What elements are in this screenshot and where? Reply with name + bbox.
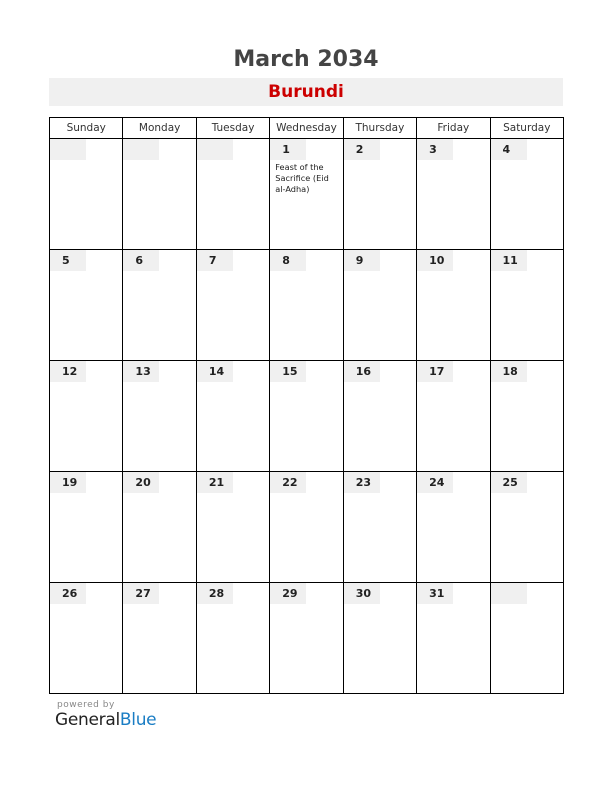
weekday-sunday: Sunday bbox=[50, 118, 123, 139]
day-number: 15 bbox=[270, 361, 306, 382]
day-number bbox=[123, 139, 159, 160]
day-cell bbox=[270, 250, 343, 361]
day-number: 10 bbox=[417, 250, 453, 271]
brand-blue: Blue bbox=[119, 710, 157, 730]
day-number bbox=[491, 583, 527, 604]
day-cell bbox=[343, 139, 416, 250]
brand-logo bbox=[55, 710, 156, 730]
day-number: 6 bbox=[123, 250, 159, 271]
day-number: 4 bbox=[491, 139, 527, 160]
week-row bbox=[50, 472, 564, 583]
day-cell bbox=[490, 361, 563, 472]
day-number: 18 bbox=[491, 361, 527, 382]
day-number: 29 bbox=[270, 583, 306, 604]
day-cell bbox=[417, 139, 490, 250]
footer bbox=[55, 700, 156, 730]
holiday-event: Feast of the Sacrifice (Eid al-Adha) bbox=[275, 162, 329, 194]
day-cell bbox=[270, 472, 343, 583]
weekday-header-row bbox=[50, 118, 564, 139]
day-cell bbox=[123, 472, 196, 583]
day-cell bbox=[343, 361, 416, 472]
weekday-friday: Friday bbox=[417, 118, 490, 139]
day-cell bbox=[417, 583, 490, 694]
day-number bbox=[197, 139, 233, 160]
day-number: 7 bbox=[197, 250, 233, 271]
day-cell bbox=[196, 139, 269, 250]
week-row bbox=[50, 583, 564, 694]
page-title: March 2034 bbox=[233, 47, 379, 72]
week-row bbox=[50, 361, 564, 472]
day-cell bbox=[50, 250, 123, 361]
day-cell bbox=[196, 472, 269, 583]
day-cell bbox=[123, 250, 196, 361]
day-cell bbox=[490, 472, 563, 583]
day-number: 12 bbox=[50, 361, 86, 382]
day-cell bbox=[50, 583, 123, 694]
day-number: 31 bbox=[417, 583, 453, 604]
day-number: 17 bbox=[417, 361, 453, 382]
day-number: 8 bbox=[270, 250, 306, 271]
day-cell bbox=[270, 139, 343, 250]
day-cell bbox=[123, 361, 196, 472]
day-number: 14 bbox=[197, 361, 233, 382]
day-cell bbox=[50, 139, 123, 250]
day-number: 28 bbox=[197, 583, 233, 604]
day-number: 9 bbox=[344, 250, 380, 271]
day-number: 3 bbox=[417, 139, 453, 160]
weekday-monday: Monday bbox=[123, 118, 196, 139]
day-cell bbox=[417, 250, 490, 361]
day-number: 19 bbox=[50, 472, 86, 493]
weekday-thursday: Thursday bbox=[343, 118, 416, 139]
calendar-grid bbox=[49, 117, 564, 694]
day-cell bbox=[343, 472, 416, 583]
day-cell bbox=[417, 361, 490, 472]
day-cell bbox=[123, 139, 196, 250]
day-cell bbox=[343, 583, 416, 694]
day-number: 11 bbox=[491, 250, 527, 271]
day-number: 1 bbox=[270, 139, 306, 160]
day-cell bbox=[417, 472, 490, 583]
weekday-saturday: Saturday bbox=[490, 118, 563, 139]
day-number: 16 bbox=[344, 361, 380, 382]
day-cell bbox=[196, 250, 269, 361]
day-cell bbox=[50, 472, 123, 583]
day-cell bbox=[490, 250, 563, 361]
weekday-wednesday: Wednesday bbox=[270, 118, 343, 139]
day-cell bbox=[490, 583, 563, 694]
day-number: 21 bbox=[197, 472, 233, 493]
day-cell bbox=[50, 361, 123, 472]
day-cell bbox=[123, 583, 196, 694]
brand-general: General bbox=[55, 710, 120, 730]
day-number bbox=[50, 139, 86, 160]
day-number: 26 bbox=[50, 583, 86, 604]
day-number: 27 bbox=[123, 583, 159, 604]
day-cell bbox=[490, 139, 563, 250]
powered-by-text: powered by bbox=[57, 700, 115, 710]
day-number: 5 bbox=[50, 250, 86, 271]
day-cell bbox=[196, 583, 269, 694]
day-number: 22 bbox=[270, 472, 306, 493]
day-number: 24 bbox=[417, 472, 453, 493]
day-number: 23 bbox=[344, 472, 380, 493]
day-number: 20 bbox=[123, 472, 159, 493]
day-number: 25 bbox=[491, 472, 527, 493]
week-row bbox=[50, 250, 564, 361]
day-cell bbox=[270, 361, 343, 472]
day-number: 13 bbox=[123, 361, 159, 382]
day-number: 30 bbox=[344, 583, 380, 604]
day-cell bbox=[270, 583, 343, 694]
day-cell bbox=[196, 361, 269, 472]
country-label: Burundi bbox=[49, 78, 563, 106]
day-number: 2 bbox=[344, 139, 380, 160]
day-cell bbox=[343, 250, 416, 361]
week-row bbox=[50, 139, 564, 250]
weekday-tuesday: Tuesday bbox=[196, 118, 269, 139]
